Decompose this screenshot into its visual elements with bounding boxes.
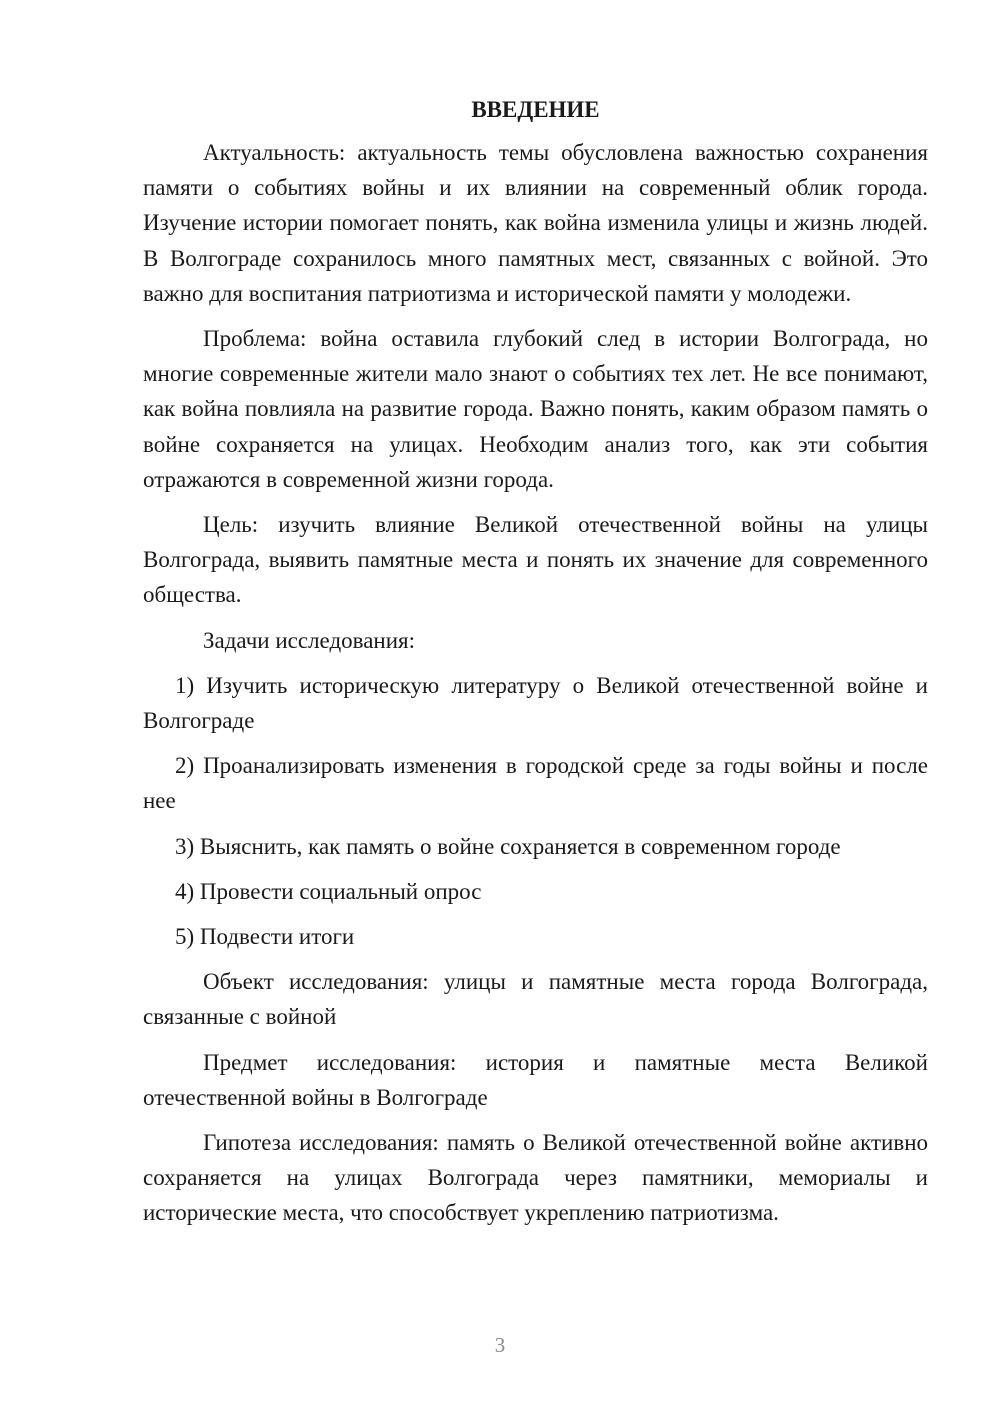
task-item: 4) Провести социальный опрос bbox=[175, 878, 482, 904]
subject-paragraph: Предмет исследования: история и памятные места Великой отечественной войны в Волгограде bbox=[143, 1049, 928, 1110]
tasks-heading: Задачи исследования: bbox=[203, 627, 416, 653]
page-content bbox=[143, 92, 928, 1241]
task-item: 2) Проанализировать изменения в городской среде за годы войны и после нее bbox=[143, 753, 928, 814]
object-paragraph: Объект исследования: улицы и памятные места города Волгограда, связанные с войной bbox=[143, 969, 928, 1030]
page-number: 3 bbox=[494, 1333, 506, 1357]
relevance-paragraph: Актуальность: актуальность темы обусловлена важностью сохранения памяти о событиях войны и их влиянии на современный облик города. Изучение истории помогает понять, как война изменила улицы и жизнь людей. В Волгограде сохранилось много памятных мест, связанных с войной. Это важно для воспитания патриотизма и исторической памяти у молодежи. bbox=[143, 140, 928, 306]
page-title: ВВЕДЕНИЕ bbox=[471, 97, 600, 122]
task-item: 5) Подвести итоги bbox=[175, 924, 355, 950]
goal-paragraph: Цель: изучить влияние Великой отечественной войны на улицы Волгограда, выявить памятные места и понять их значение для современного общества. bbox=[143, 512, 928, 608]
hypothesis-paragraph: Гипотеза исследования: память о Великой отечественной войне активно сохраняется на улицах Волгограда через памятники, мемориалы и исторические места, что способствует укреплению патриотизма. bbox=[143, 1130, 928, 1226]
problem-paragraph: Проблема: война оставила глубокий след в истории Волгограда, но многие современные жители мало знают о событиях тех лет. Не все понимают, как война повлияла на развитие города. Важно понять, каким образом память о войне сохраняется на улицах. Необходим анализ того, как эти события отражаются в современной жизни города. bbox=[143, 326, 928, 492]
task-item: 3) Выяснить, как память о войне сохраняется в современном городе bbox=[175, 833, 841, 859]
tasks-list bbox=[143, 668, 928, 954]
task-item: 1) Изучить историческую литературу о Великой отечественной войне и Волгограде bbox=[143, 672, 928, 734]
